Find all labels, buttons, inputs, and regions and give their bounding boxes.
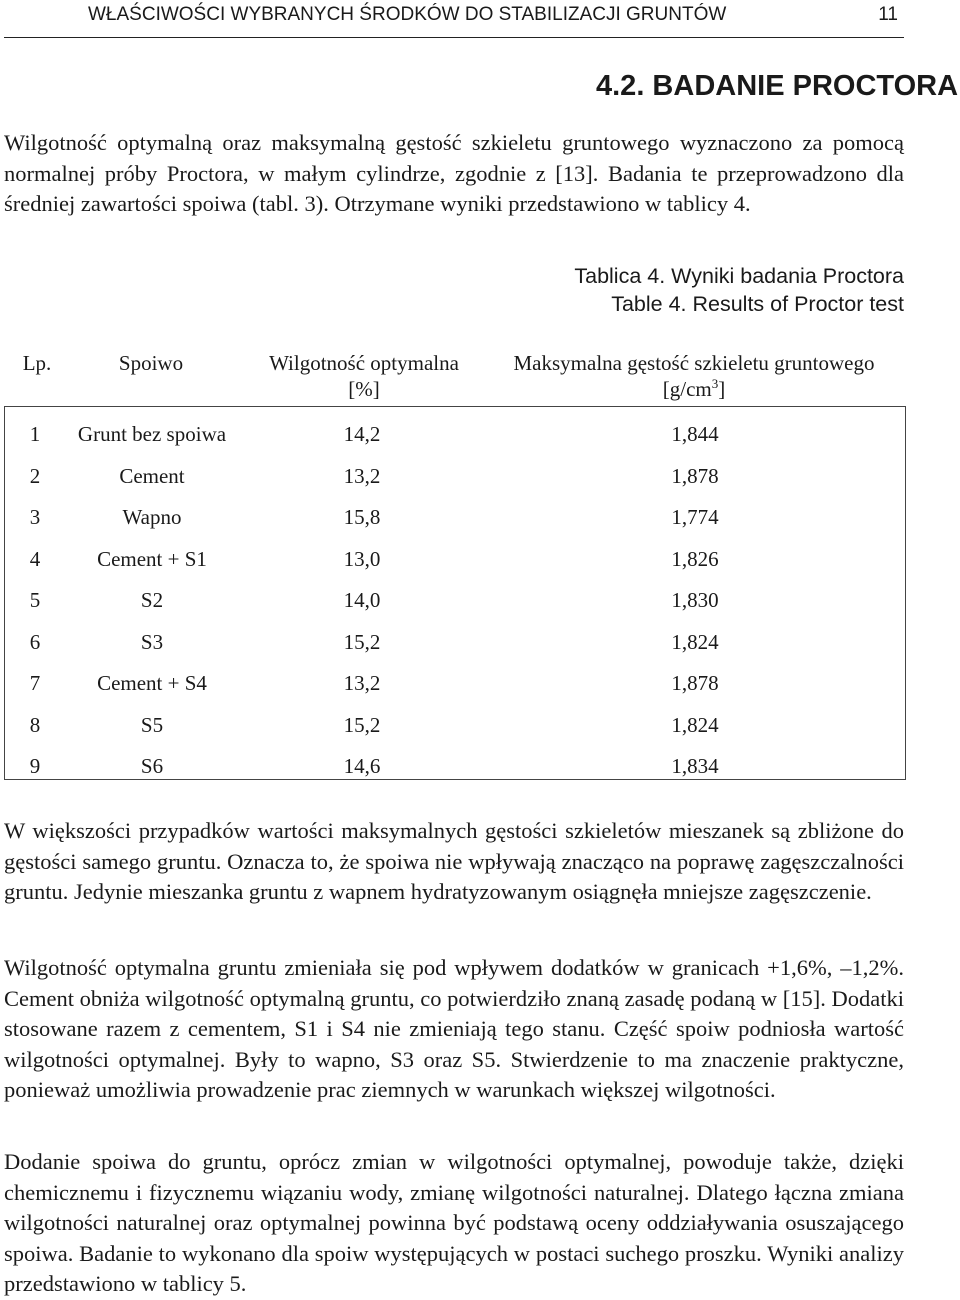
intro-paragraph: Wilgotność optymalną oraz maksymalną gęstość szkieletu gruntowego wyznaczono za pomocą normalnej próby Proctora, w małym cylindrze, zgodnie z [13]. Badania te przeprowadzono dla średniej zawartości spoiwa (tabl. 3). Otrzymane wyniki przedstawiono w tablicy 4. xyxy=(4,130,904,216)
cell-lp: 7 xyxy=(29,671,41,695)
cell-binder: S5 xyxy=(140,712,164,737)
cell-density: 1,878 xyxy=(671,671,719,695)
body-paragraph-3: Dodanie spoiwa do gruntu, oprócz zmian w wilgotności optymalnej, powoduje także, dzięki chemicznemu i fizycznemu wiązaniu wody, zmianę wilgotności naturalnej. Dlatego łączna zmiana wilgotności naturalnej oraz optymalnej powinna być podstawą oceny oddziaływania osuszającego spoiwa. Badanie to wykonano dla spoiw występujących w postaci suchego proszku. Wyniki analizy przedstawiono w tablicy 5. xyxy=(4,1149,904,1296)
cell-moisture: 14,2 xyxy=(343,422,381,446)
table-row xyxy=(5,538,905,580)
header-density-unit: $[g/cm^3]$ xyxy=(662,376,726,401)
table-row xyxy=(5,745,905,787)
cell-binder: Wapno xyxy=(122,505,182,529)
cell-density: 1,774 xyxy=(671,505,719,529)
header-moisture-label: Wilgotność optymalna xyxy=(269,351,459,375)
table-caption-en: Table 4. Results of Proctor test xyxy=(611,292,904,316)
table-row xyxy=(5,455,905,497)
cell-moisture: 15,8 xyxy=(343,505,381,529)
cell-moisture: 14,0 xyxy=(343,588,381,612)
running-title: WŁAŚCIWOŚCI WYBRANYCH ŚRODKÓW DO STABILIZACJI GRUNTÓW xyxy=(88,4,727,25)
cell-density: 1,844 xyxy=(671,422,719,446)
table-row xyxy=(5,413,905,455)
cell-moisture: 13,0 xyxy=(343,546,381,571)
cell-moisture: 15,2 xyxy=(343,629,381,654)
header-density xyxy=(484,350,904,402)
cell-density: 1,824 xyxy=(671,712,719,737)
cell-lp: 1 xyxy=(29,422,41,446)
header-moisture xyxy=(246,350,482,402)
cell-moisture: 13,2 xyxy=(343,463,381,488)
cell-density: 1,826 xyxy=(671,546,719,571)
cell-binder: Cement xyxy=(119,463,185,488)
header-moisture-unit: [%] xyxy=(348,377,380,401)
table-caption-pl: Tablica 4. Wyniki badania Proctora xyxy=(574,264,904,288)
header-rule xyxy=(4,37,904,38)
cell-binder: Cement + S1 xyxy=(97,546,207,571)
cell-lp: 8 xyxy=(29,712,41,737)
table-header xyxy=(4,340,906,406)
cell-density: 1,824 xyxy=(671,629,719,654)
table-row xyxy=(5,662,905,704)
cell-moisture: 15,2 xyxy=(343,712,381,737)
body-paragraph-2: Wilgotność optymalna gruntu zmieniała się pod wpływem dodatków w granicach +1,6%, –1,2%. Cement obniża wilgotność optymalną gruntu, co potwierdziło znaną zasadę podaną w [15]. Dodatki stosowane razem z cementem, S1 i S4 nie zmieniają tego stanu. Część spoiw podniosła wartość wilgotności optymalnej. Były to wapno, S3 oraz S5. Stwierdzenie to ma znaczenie praktyczne, ponieważ umożliwia prowadzenie prac ziemnych w warunkach większej wilgotności. xyxy=(4,955,904,1102)
cell-density: 1,878 xyxy=(671,463,719,488)
header-binder: Spoiwo xyxy=(118,351,184,375)
cell-moisture: 13,2 xyxy=(343,671,381,695)
page-number: 11 xyxy=(878,4,898,25)
running-header xyxy=(88,2,908,30)
cell-lp: 6 xyxy=(29,629,41,654)
cell-binder: S3 xyxy=(140,629,164,654)
section-title: 4.2. BADANIE PROCTORA xyxy=(596,70,959,102)
cell-lp: 3 xyxy=(29,505,41,529)
cell-binder: Grunt bez spoiwa xyxy=(77,422,227,446)
cell-binder: Cement + S4 xyxy=(97,671,207,695)
table-body xyxy=(4,406,906,780)
table-row xyxy=(5,621,905,663)
table-row xyxy=(5,496,905,538)
cell-density: 1,834 xyxy=(671,754,719,778)
header-density-label: Maksymalna gęstość szkieletu gruntowego xyxy=(513,351,875,375)
table-row xyxy=(5,704,905,746)
table-row xyxy=(5,579,905,621)
cell-lp: 2 xyxy=(29,463,41,488)
body-paragraph-1: W większości przypadków wartości maksymalnych gęstości szkieletów mieszanek są zbliżone do gęstości samego gruntu. Oznacza to, że spoiwa nie wpływają znacząco na poprawę zagęszczalności gruntu. Jedynie mieszanka gruntu z wapnem hydratyzowanym osiągnęła mniejsze zagęszczenie. xyxy=(4,818,904,904)
cell-moisture: 14,6 xyxy=(343,754,381,778)
cell-binder: S6 xyxy=(140,754,164,778)
cell-lp: 5 xyxy=(29,588,41,612)
cell-density: 1,830 xyxy=(671,588,719,612)
cell-lp: 4 xyxy=(29,546,41,571)
header-lp: Lp. xyxy=(22,351,52,375)
proctor-results-table xyxy=(4,340,906,780)
cell-binder: S2 xyxy=(140,588,164,612)
cell-lp: 9 xyxy=(29,754,41,778)
